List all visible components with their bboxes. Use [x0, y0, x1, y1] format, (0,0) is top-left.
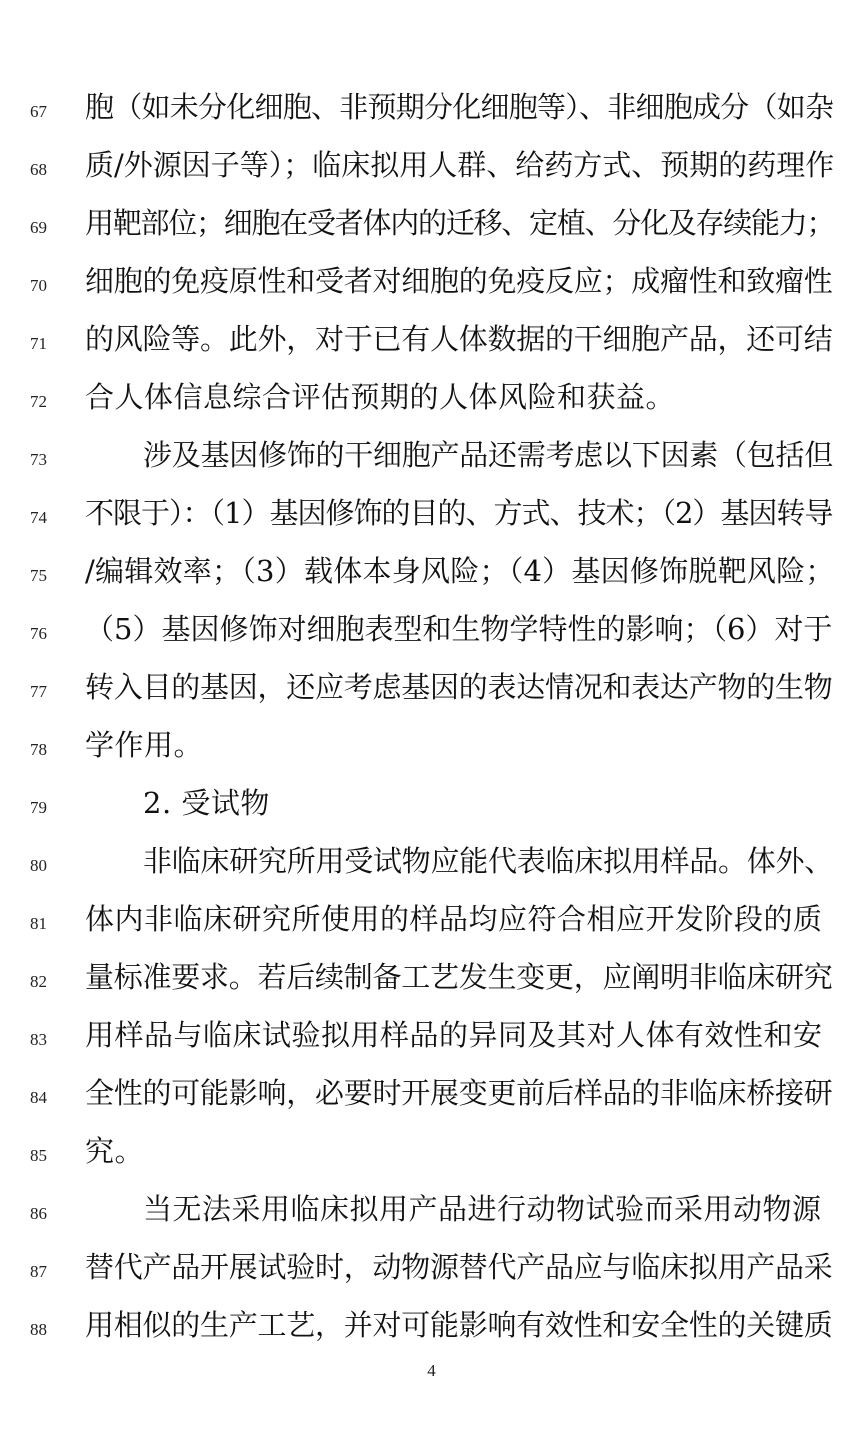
- text-line: [0, 426, 863, 484]
- line-number: 75: [30, 566, 47, 585]
- page-number: 4: [427, 1361, 436, 1380]
- line-number: 87: [30, 1262, 47, 1281]
- text-line: [0, 484, 863, 542]
- section-heading: 2. 受试物: [143, 786, 270, 820]
- line-text: 细胞的免疫原性和受者对细胞的免疫反应；成瘤性和致瘤性: [85, 264, 833, 298]
- line-number: 73: [30, 450, 47, 469]
- line-text: 学作用。: [85, 728, 204, 762]
- text-line: [0, 1006, 863, 1064]
- line-number: 68: [30, 160, 47, 179]
- text-line: [0, 1238, 863, 1296]
- text-line: [0, 948, 863, 1006]
- line-number: 80: [30, 856, 47, 875]
- line-number: 70: [30, 276, 47, 295]
- line-text: 不限于）：（1）基因修饰的目的、方式、技术；（2）基因转导: [85, 496, 833, 530]
- line-text: 用靶部位；细胞在受者体内的迁移、定植、分化及存续能力；: [85, 206, 835, 240]
- line-number: 71: [30, 334, 47, 353]
- line-text: 的风险等。此外，对于已有人体数据的干细胞产品，还可结: [85, 322, 833, 356]
- text-line: [0, 368, 863, 426]
- text-line: [0, 600, 863, 658]
- line-number: 88: [30, 1320, 47, 1339]
- line-text: 胞（如未分化细胞、非预期分化细胞等）、非细胞成分（如杂: [85, 90, 834, 124]
- line-number: 81: [30, 914, 47, 933]
- line-text: 合人体信息综合评估预期的人体风险和获益。: [85, 380, 676, 414]
- line-text: 用样品与临床试验拟用样品的异同及其对人体有效性和安: [85, 1018, 823, 1052]
- text-line: [0, 658, 863, 716]
- line-text: /编辑效率；（3）载体本身风险；（4）基因修饰脱靶风险；: [85, 554, 835, 588]
- text-line: [0, 1122, 863, 1180]
- text-line: [0, 542, 863, 600]
- line-number: 82: [30, 972, 47, 991]
- line-text: 质/外源因子等）；临床拟用人群、给药方式、预期的药理作: [85, 148, 835, 182]
- text-line: [0, 78, 863, 136]
- text-line: [0, 194, 863, 252]
- line-number: 76: [30, 624, 47, 643]
- line-text: 当无法采用临床拟用产品进行动物试验而采用动物源: [143, 1192, 822, 1226]
- text-line: [0, 774, 863, 832]
- text-line: [0, 252, 863, 310]
- line-number: 79: [30, 798, 47, 817]
- line-number: 74: [30, 508, 47, 527]
- line-text: 量标准要求。若后续制备工艺发生变更，应阐明非临床研究: [85, 960, 833, 994]
- text-line: [0, 310, 863, 368]
- line-text: 究。: [85, 1134, 145, 1168]
- line-text: 替代产品开展试验时，动物源替代产品应与临床拟用产品采: [85, 1250, 833, 1284]
- line-number: 72: [30, 392, 47, 411]
- text-line: [0, 136, 863, 194]
- text-line: [0, 716, 863, 774]
- line-text: （5）基因修饰对细胞表型和生物学特性的影响；（6）对于: [85, 612, 833, 646]
- text-line: [0, 1180, 863, 1238]
- line-text: 涉及基因修饰的干细胞产品还需考虑以下因素（包括但: [143, 438, 834, 472]
- line-text: 非临床研究所用受试物应能代表临床拟用样品。体外、: [143, 844, 834, 878]
- line-number: 78: [30, 740, 47, 759]
- line-number: 86: [30, 1204, 47, 1223]
- line-number: 84: [30, 1088, 47, 1107]
- text-line: [0, 832, 863, 890]
- text-line: [0, 890, 863, 948]
- line-text: 转入目的基因，还应考虑基因的表达情况和表达产物的生物: [85, 670, 833, 704]
- line-number: 85: [30, 1146, 47, 1165]
- line-text: 体内非临床研究所使用的样品均应符合相应开发阶段的质: [85, 902, 823, 936]
- line-number: 67: [30, 102, 47, 121]
- line-number: 69: [30, 218, 47, 237]
- line-text: 全性的可能影响，必要时开展变更前后样品的非临床桥接研: [85, 1076, 833, 1110]
- line-number: 83: [30, 1030, 47, 1049]
- line-number: 77: [30, 682, 47, 701]
- text-line: [0, 1064, 863, 1122]
- text-line: [0, 1296, 863, 1354]
- line-text: 用相似的生产工艺，并对可能影响有效性和安全性的关键质: [85, 1308, 833, 1342]
